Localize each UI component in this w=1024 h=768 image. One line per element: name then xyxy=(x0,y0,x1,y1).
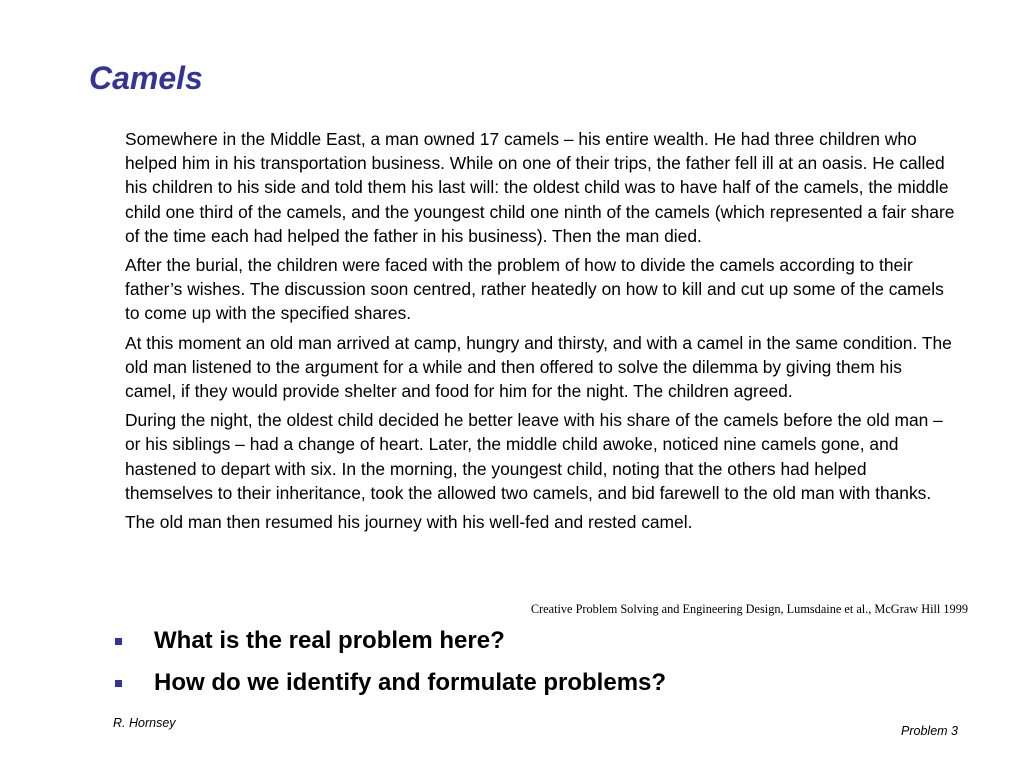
footer-author: R. Hornsey xyxy=(113,716,176,730)
source-citation: Creative Problem Solving and Engineering Design, Lumsdaine et al., McGraw Hill 1999 xyxy=(530,602,968,616)
square-bullet-icon xyxy=(115,680,122,687)
story-paragraph: The old man then resumed his journey with his well-fed and rested camel. xyxy=(125,512,693,533)
story-text xyxy=(125,127,955,539)
question-item xyxy=(112,620,666,662)
story-paragraph: Somewhere in the Middle East, a man owned 17 camels – his entire wealth. He had three children who helped him in his transportation business. While on one of their trips, the father fell ill at an oasis. He called his children to his side and told them his last will: the oldest child was to have half of the camels, the middle child one third of the camels, and the youngest child one ninth of the camels (which represented a fair share of the time each had helped the father in his business). Then the man died. xyxy=(125,129,955,246)
square-bullet-icon xyxy=(115,638,122,645)
slide-title: Camels xyxy=(89,60,203,96)
story-paragraph: At this moment an old man arrived at camp, hungry and thirsty, and with a camel in the same condition. The old man listened to the argument for a while and then offered to solve the dilemma by giving them his camel, if they would provide shelter and food for him for the night. The children agreed. xyxy=(125,332,952,402)
story-paragraph: After the burial, the children were faced with the problem of how to divide the camels according to their father’s wishes. The discussion soon centred, rather heatedly on how to kill and cut up some of the camels to come up with the specified shares. xyxy=(125,255,944,324)
footer-page-label: Problem 3 xyxy=(901,724,958,738)
question-list xyxy=(112,620,666,704)
question-item xyxy=(112,662,666,704)
story-paragraph: During the night, the oldest child decided he better leave with his share of the camels before the old man – or his siblings – had a change of heart. Later, the middle child awoke, noticed nine camels gone, and hastened to depart with six. In the morning, the youngest child, noting that the others had helped themselves to their inheritance, took the allowed two camels, and bid farewell to the old man with thanks. xyxy=(125,410,943,503)
question-text: How do we identify and formulate problems? xyxy=(154,669,667,696)
question-text: What is the real problem here? xyxy=(154,627,505,654)
